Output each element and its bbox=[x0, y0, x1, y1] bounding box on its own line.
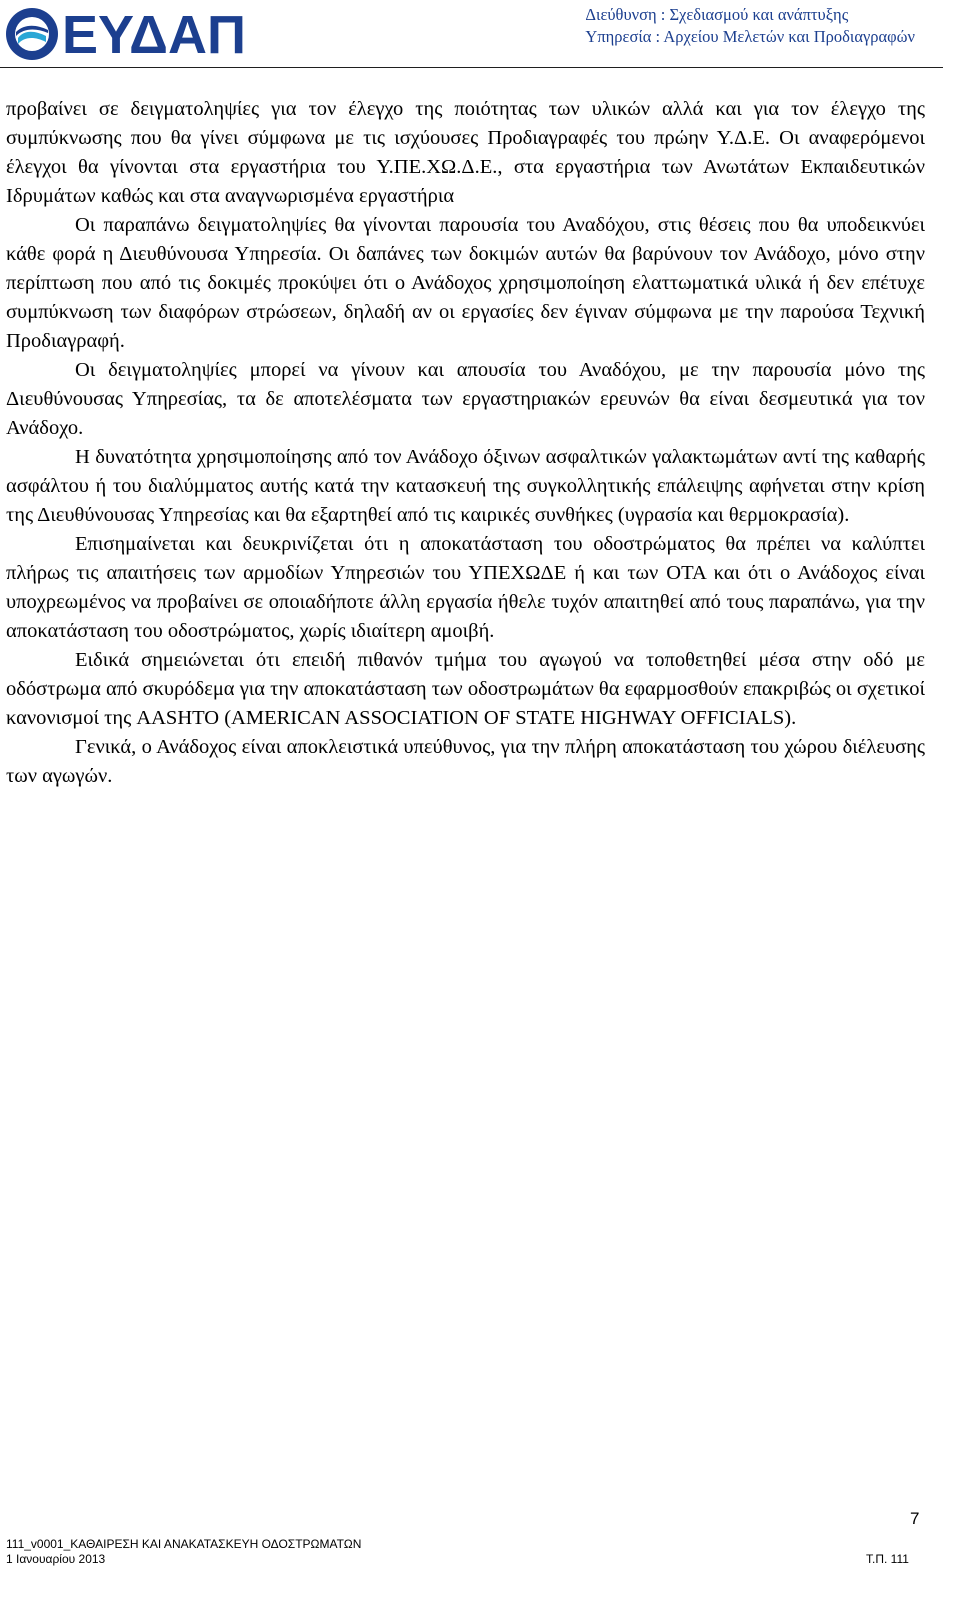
paragraph-2: Οι παραπάνω δειγματοληψίες θα γίνονται παρουσία του Αναδόχου, στις θέσεις που θα υποδεικνύει κάθε φορά η Διευθύνουσα Υπηρεσία. Οι δαπάνες των δοκιμών αυτών θα βαρύνουν τον Ανάδοχο, μόνο στην περίπτωση που από τις δοκιμές προκύψει ότι ο Ανάδοχος χρησιμοποίηση ελαττωματικά υλικά ή δεν επέτυχε συμπύκνωση των διαφόρων στρώσεων, δηλαδή αν οι εργασίες δεν έγιναν σύμφωνα με την παρούσα Τεχνική Προδιαγραφή. bbox=[6, 214, 925, 352]
paragraph-5: Επισημαίνεται και δευκρινίζεται ότι η αποκατάσταση του οδοστρώματος θα πρέπει να καλύπτει πλήρως τις απαιτήσεις των αρμοδίων Υπηρεσιών του ΥΠΕΧΩΔΕ ή και των ΟΤΑ και ότι ο Ανάδοχος είναι υποχρεωμένος να προβαίνει σε οποιαδήποτε άλλη εργασία ήθελε τυχόν απαιτηθεί από τους παραπάνω, για την αποκατάσταση του οδοστρώματος, χωρίς ιδιαίτερη αμοιβή. bbox=[6, 533, 925, 642]
page-header bbox=[0, 0, 960, 68]
paragraph-7: Γενικά, ο Ανάδοχος είναι αποκλειστικά υπεύθυνος, για την πλήρη αποκατάσταση του χώρου διέλευσης των αγωγών. bbox=[6, 736, 925, 787]
footer-document-name: 111_v0001_ΚΑΘΑΙΡΕΣΗ ΚΑΙ ΑΝΑΚΑΤΑΣΚΕΥΗ ΟΔΟΣΤΡΩΜΑΤΩΝ bbox=[6, 1537, 362, 1551]
eydap-emblem-icon bbox=[4, 6, 60, 62]
header-divider bbox=[0, 67, 943, 68]
footer-spec-code: Τ.Π. 111 bbox=[866, 1552, 909, 1566]
paragraph-3: Οι δειγματοληψίες μπορεί να γίνουν και απουσία του Αναδόχου, με την παρουσία μόνο της Διευθύνουσας Υπηρεσίας, τα δε αποτελέσματα των εργαστηριακών ερευνών θα είναι δεσμευτικά για τον Ανάδοχο. bbox=[6, 359, 925, 439]
paragraph-1: προβαίνει σε δειγματοληψίες για τον έλεγχο της ποιότητας των υλικών αλλά και για τον έλεγχο της συμπύκνωσης που θα γίνει σύμφωνα με τις ισχύουσες Προδιαγραφές του πρώην Υ.Δ.Ε. Οι αναφερόμενοι έλεγχοι θα γίνονται στα εργαστήρια του Υ.ΠΕ.ΧΩ.Δ.Ε., στα εργαστήρια των Ανωτάτων Εκπαιδευτικών Ιδρυμάτων καθώς και στα αναγνωρισμένα εργαστήρια bbox=[6, 98, 925, 207]
paragraph-4: Η δυνατότητα χρησιμοποίησης από τον Ανάδοχο όξινων ασφαλτικών γαλακτωμάτων αντί της καθαρής ασφάλτου ή του διαλύμματος αυτής κατά την κατασκευή της συγκολλητικής επάλειψης αφήνεται στην κρίση της Διευθύνουσας Υπηρεσίας και θα εξαρτηθεί από τις καιρικές συνθήκες (υγρασία και θερμοκρασία). bbox=[6, 446, 925, 526]
page-number: 7 bbox=[910, 1509, 920, 1528]
service-label: Υπηρεσία : Αρχείου Μελετών και Προδιαγραφών bbox=[585, 27, 915, 46]
paragraph-6: Ειδικά σημειώνεται ότι επειδή πιθανόν τμήμα του αγωγού να τοποθετηθεί μέσα στην οδό με οδόστρωμα από σκυρόδεμα για την αποκατάσταση των οδοστρωμάτων θα εφαρμοσθούν επακριβώς οι σχετικοί κανονισμοί της AASHTO (AMERICAN ASSOCIATION OF STATE HIGHWAY OFFICIALS). bbox=[6, 649, 925, 729]
logo-text: ΕΥΔΑΠ bbox=[62, 5, 246, 65]
header-department bbox=[585, 4, 915, 48]
directorate-label: Διεύθυνση : Σχεδιασμού και ανάπτυξης bbox=[585, 5, 849, 24]
footer-date: 1 Ιανουαρίου 2013 bbox=[6, 1552, 106, 1566]
eydap-logo bbox=[4, 6, 266, 64]
document-body bbox=[6, 95, 925, 791]
